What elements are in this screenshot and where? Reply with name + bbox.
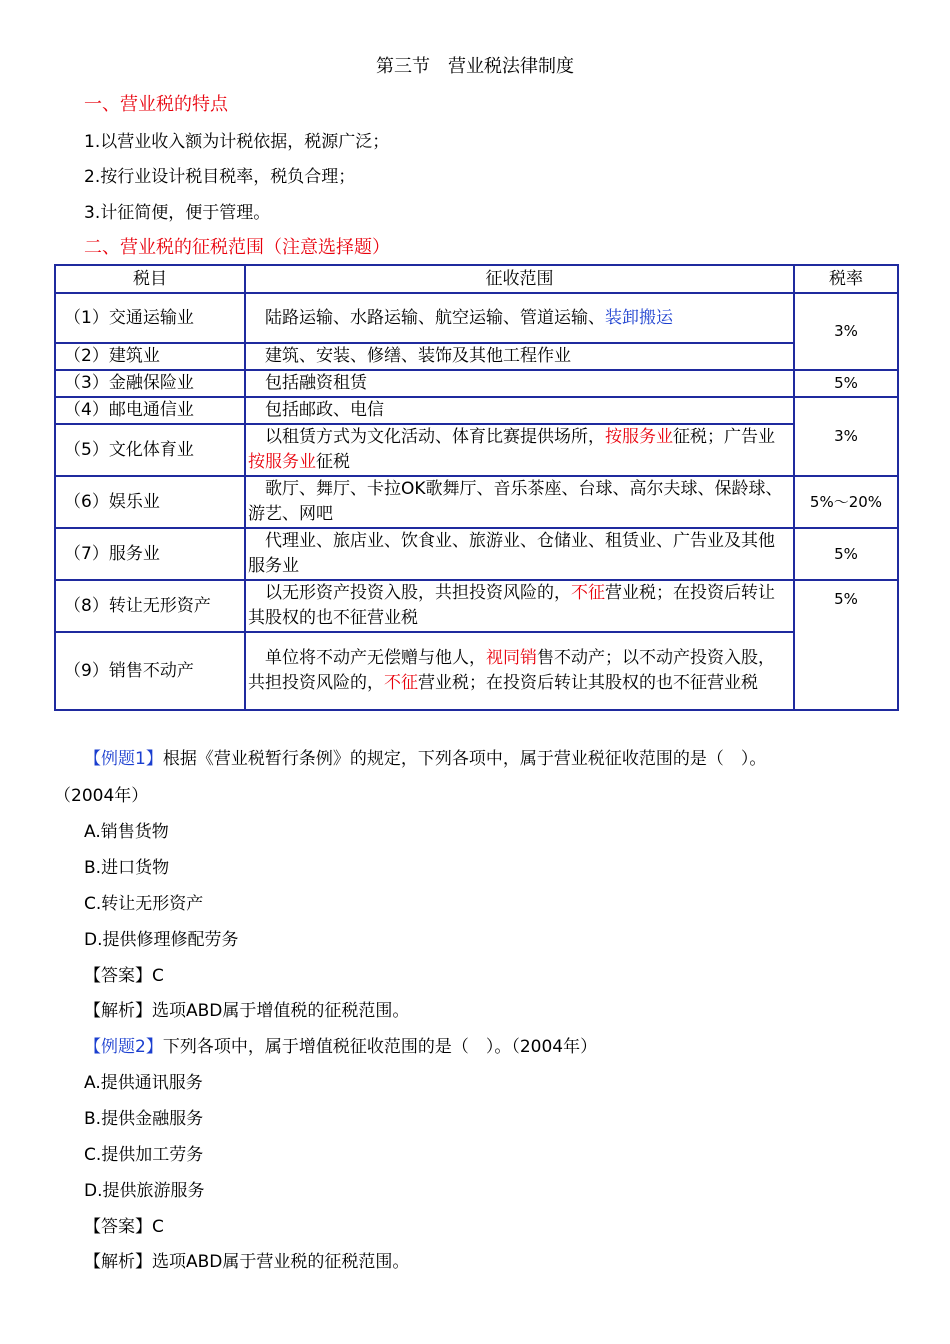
example1-analysis: 【解析】选项ABD属于增值税的征税范围。 (84, 1001, 410, 1021)
example2-analysis: 【解析】选项ABD属于营业税的征税范围。 (84, 1252, 410, 1272)
table-row (55, 580, 898, 632)
table-row (55, 293, 898, 343)
row-item: （1）交通运输业 (55, 293, 245, 343)
example2-answer: 【答案】C (84, 1217, 164, 1237)
row-scope: 以无形资产投资入股，共担投资风险的，不征营业税；在投资后转让其股权的也不征营业税 (245, 580, 794, 632)
row-rate: 3% (794, 397, 898, 476)
example2-question: 【例题2】下列各项中，属于增值税征收范围的是（ ）。（2004年） (84, 1037, 598, 1057)
table-row (55, 528, 898, 580)
feature-item-2: 2.按行业设计税目税率，税负合理； (84, 167, 356, 187)
example2-option-c: C.提供加工劳务 (84, 1145, 204, 1165)
row-item: （4）邮电通信业 (55, 397, 245, 424)
table-row (55, 343, 898, 370)
example1-option-b: B.进口货物 (84, 858, 170, 878)
example2-option-d: D.提供旅游服务 (84, 1181, 205, 1201)
example1-option-c: C.转让无形资产 (84, 894, 204, 914)
table-row (55, 397, 898, 424)
row-rate: 5% (794, 580, 898, 710)
example1-answer: 【答案】C (84, 966, 164, 986)
row-scope: 包括邮政、电信 (245, 397, 794, 424)
row-scope: 建筑、安装、修缮、装饰及其他工程作业 (245, 343, 794, 370)
row-rate: 5% (794, 370, 898, 397)
header-item: 税目 (55, 265, 245, 293)
row-scope: 陆路运输、水路运输、航空运输、管道运输、装卸搬运 (245, 293, 794, 343)
section2-heading: 二、营业税的征税范围（注意选择题） (84, 237, 390, 258)
row-scope: 歌厅、舞厅、卡拉OK歌舞厅、音乐茶座、台球、高尔夫球、保龄球、游艺、网吧 (245, 476, 794, 528)
row-rate: 5% (794, 528, 898, 580)
row-item: （3）金融保险业 (55, 370, 245, 397)
feature-item-1: 1.以营业收入额为计税依据，税源广泛； (84, 132, 390, 152)
example1-question: 【例题1】根据《营业税暂行条例》的规定，下列各项中，属于营业税征收范围的是（ ）。 (84, 749, 767, 769)
row-item: （8）转让无形资产 (55, 580, 245, 632)
example1-option-d: D.提供修理修配劳务 (84, 930, 239, 950)
row-scope: 单位将不动产无偿赠与他人，视同销售不动产；以不动产投资入股，共担投资风险的，不征营业税；在投资后转让其股权的也不征营业税 (245, 632, 794, 710)
table-row (55, 476, 898, 528)
section1-heading: 一、营业税的特点 (84, 94, 228, 115)
feature-item-3: 3.计征简便，便于管理。 (84, 203, 271, 223)
row-item: （9）销售不动产 (55, 632, 245, 710)
row-item: （5）文化体育业 (55, 424, 245, 476)
tax-scope-table (54, 264, 899, 711)
page-title: 第三节 营业税法律制度 (376, 56, 574, 77)
header-rate: 税率 (794, 265, 898, 293)
example1-year: （2004年） (54, 786, 149, 806)
row-scope: 以租赁方式为文化活动、体育比赛提供场所，按服务业征税；广告业按服务业征税 (245, 424, 794, 476)
row-rate: 5%～20% (794, 476, 898, 528)
row-scope: 代理业、旅店业、饮食业、旅游业、仓储业、租赁业、广告业及其他服务业 (245, 528, 794, 580)
example2-option-a: A.提供通讯服务 (84, 1073, 203, 1093)
header-scope: 征收范围 (245, 265, 794, 293)
table-row (55, 370, 898, 397)
example2-option-b: B.提供金融服务 (84, 1109, 204, 1129)
row-item: （7）服务业 (55, 528, 245, 580)
example1-option-a: A.销售货物 (84, 822, 169, 842)
row-item: （2）建筑业 (55, 343, 245, 370)
table-row (55, 424, 898, 476)
table-header-row (55, 265, 898, 293)
table-row (55, 632, 898, 710)
row-item: （6）娱乐业 (55, 476, 245, 528)
row-scope: 包括融资租赁 (245, 370, 794, 397)
row-rate: 3% (794, 293, 898, 370)
